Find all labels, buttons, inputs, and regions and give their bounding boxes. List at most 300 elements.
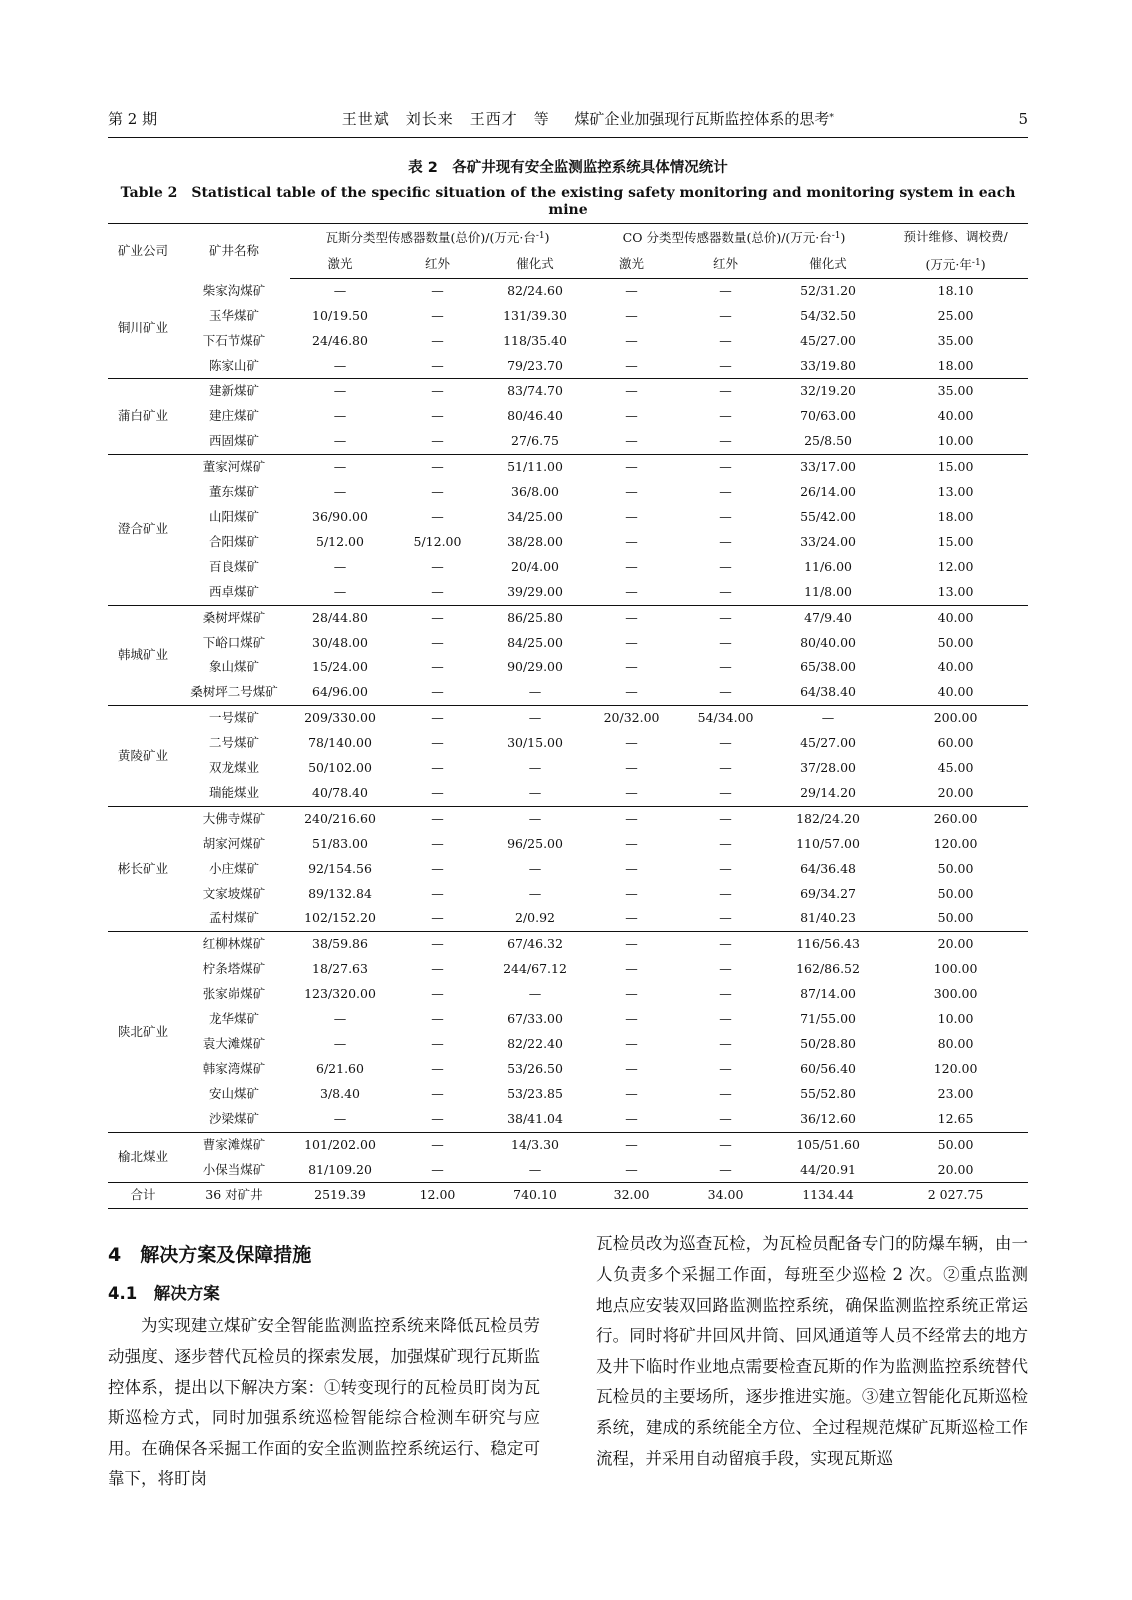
mine-name: 双龙煤业 (208, 760, 259, 776)
mine-name: 下石节煤矿 (202, 332, 266, 348)
table-row (108, 455, 1028, 480)
co-catalytic: 65/38.00 (800, 659, 856, 675)
gas-ir: — (390, 932, 485, 957)
gas-ir: — (390, 806, 485, 831)
table-row (108, 756, 1028, 781)
maintenance-cost: 120.00 (933, 835, 978, 851)
company-name: 韩城矿业 (108, 605, 178, 706)
co-ir: — (678, 605, 773, 630)
gas-laser: 209/330.00 (290, 706, 390, 731)
maintenance-cost: 25.00 (937, 307, 974, 323)
table-row (108, 1107, 1028, 1132)
co-laser: — (625, 634, 638, 650)
co-catalytic: 45/27.00 (800, 332, 856, 348)
header-title-block (342, 108, 834, 129)
total-co-ir: 34.00 (678, 1183, 773, 1209)
header-gas-ir: 红外 (390, 251, 485, 278)
gas-laser: — (333, 1036, 347, 1051)
gas-laser: — (290, 455, 390, 480)
co-catalytic: 44/20.91 (800, 1161, 856, 1177)
gas-laser: 15/24.00 (312, 659, 368, 675)
company-name: 蒲白矿业 (108, 379, 178, 455)
co-laser: — (585, 932, 678, 957)
right-column (596, 1229, 1028, 1495)
gas-laser: 89/132.84 (308, 885, 372, 901)
co-catalytic: 182/24.20 (773, 806, 883, 831)
table-row (108, 631, 1028, 656)
gas-catalytic: — (485, 706, 585, 731)
table-row (108, 404, 1028, 429)
header-co-group: CO 分类型传感器数量(总价)/(万元·台$^{-1}$) (585, 224, 883, 251)
maintenance-cost: 120.00 (933, 1060, 978, 1076)
table-row (108, 329, 1028, 354)
table-row (108, 680, 1028, 705)
company-name: 陕北矿业 (108, 932, 178, 1132)
co-ir: — (719, 533, 732, 549)
page-number: 5 (1018, 110, 1028, 128)
gas-laser: — (333, 558, 347, 574)
gas-catalytic: 80/46.40 (507, 408, 563, 424)
right-paragraph: 瓦检员改为巡查瓦检，为瓦检员配备专门的防爆车辆，由一人负责多个采掘工作面，每班至少巡检 2 次。②重点监测地点应安装双回路监测监控系统，确保监测监控系统正常运行。同时将矿井回风井筒、回风通道等人员不经常去的地方及井下临时作业地点需要检查瓦斯的作为监测监控系统替代瓦检员的主要场所，逐步推进实施。③建立智能化瓦斯巡检系统，建成的系统能全方位、全过程规范煤矿瓦斯巡检工作流程，并采用自动留痕手段，实现瓦斯巡 (596, 1234, 1028, 1468)
gas-ir: — (431, 910, 444, 926)
gas-catalytic: 82/24.60 (507, 282, 563, 298)
total-gas-catalytic: 740.10 (485, 1183, 585, 1209)
co-ir: — (719, 484, 732, 500)
gas-laser: 10/19.50 (312, 307, 368, 323)
co-laser: — (625, 910, 638, 926)
co-catalytic: 33/19.80 (800, 357, 856, 373)
gas-catalytic: — (528, 885, 542, 901)
gas-ir: — (431, 484, 444, 500)
co-laser: — (585, 455, 678, 480)
maintenance-cost: 300.00 (933, 986, 978, 1002)
co-catalytic: 110/57.00 (796, 835, 860, 851)
co-catalytic: 47/9.40 (773, 605, 883, 630)
gas-catalytic: 27/6.75 (511, 433, 559, 449)
maintenance-cost: 40.00 (937, 659, 974, 675)
mine-name: 胡家河煤矿 (202, 835, 266, 851)
gas-catalytic: 86/25.80 (485, 605, 585, 630)
gas-ir: — (431, 1060, 444, 1076)
co-ir: — (719, 1161, 732, 1177)
gas-laser: — (333, 408, 347, 424)
company-name: 澄合矿业 (108, 455, 178, 605)
co-laser: — (625, 558, 638, 574)
co-catalytic: 55/52.80 (800, 1085, 856, 1101)
gas-laser: — (333, 583, 347, 599)
gas-ir: — (431, 735, 444, 751)
table-row (108, 806, 1028, 831)
co-catalytic: 80/40.00 (800, 634, 856, 650)
co-catalytic: 37/28.00 (800, 760, 856, 776)
gas-laser: — (333, 357, 347, 373)
maintenance-cost: 15.00 (937, 533, 974, 549)
total-maintenance: 2 027.75 (883, 1183, 1028, 1209)
co-catalytic: 32/19.20 (773, 379, 883, 404)
monitoring-table (108, 223, 1028, 1209)
co-laser: — (625, 508, 638, 524)
maintenance-cost: 50.00 (937, 910, 974, 926)
mine-name: 大佛寺煤矿 (178, 806, 290, 831)
gas-laser: 6/21.60 (316, 1060, 364, 1076)
gas-ir: — (431, 961, 444, 977)
gas-ir: — (390, 1132, 485, 1157)
table-row (108, 379, 1028, 404)
co-laser: — (625, 307, 638, 323)
co-laser: 20/32.00 (585, 706, 678, 731)
mine-name: 象山煤矿 (208, 659, 259, 675)
co-ir: — (678, 1132, 773, 1157)
co-laser: — (625, 860, 638, 876)
gas-catalytic: 83/74.70 (485, 379, 585, 404)
header-maint-line2: (万元·年$^{-1}$) (883, 251, 1028, 278)
gas-ir: — (390, 706, 485, 731)
gas-laser: 123/320.00 (304, 986, 376, 1002)
mine-name: 袁大滩煤矿 (202, 1036, 266, 1051)
table-row (108, 857, 1028, 882)
maintenance-cost: 18.10 (937, 282, 974, 298)
table-row (108, 781, 1028, 806)
co-ir: — (719, 860, 732, 876)
maintenance-cost: 10.00 (937, 433, 974, 449)
company-name: 彬长矿业 (108, 806, 178, 932)
mine-name: 孟村煤矿 (208, 910, 259, 926)
maintenance-cost: 20.00 (937, 784, 974, 800)
running-header (108, 108, 1028, 138)
mine-name: 西固煤矿 (208, 433, 259, 449)
co-ir: — (719, 885, 732, 901)
gas-ir: — (431, 433, 444, 449)
co-ir: — (678, 379, 773, 404)
gas-laser: 5/12.00 (316, 533, 364, 549)
total-gas-ir: 12.00 (390, 1183, 485, 1209)
co-laser: — (585, 1132, 678, 1157)
table-row (108, 731, 1028, 756)
mine-name: 龙华煤矿 (208, 1011, 259, 1027)
co-ir: — (719, 735, 732, 751)
gas-laser: — (333, 1011, 347, 1027)
co-laser: — (625, 784, 638, 800)
total-label: 合计 (108, 1183, 178, 1209)
gas-laser: — (290, 379, 390, 404)
maintenance-cost: 200.00 (883, 706, 1028, 731)
co-catalytic: 105/51.60 (773, 1132, 883, 1157)
section-heading: 4 解决方案及保障措施 (108, 1244, 312, 1267)
mine-name: 张家峁煤矿 (202, 986, 266, 1002)
gas-laser: 51/83.00 (312, 835, 368, 851)
gas-catalytic: 79/23.70 (507, 357, 563, 373)
co-catalytic: 55/42.00 (800, 508, 856, 524)
co-ir: — (719, 1110, 732, 1126)
table-row (108, 555, 1028, 580)
table-row (108, 530, 1028, 555)
co-ir: — (719, 961, 732, 977)
co-ir: — (719, 910, 732, 926)
gas-catalytic: 67/46.32 (485, 932, 585, 957)
maintenance-cost: 80.00 (937, 1036, 974, 1051)
co-ir: 54/34.00 (678, 706, 773, 731)
gas-catalytic: 2/0.92 (515, 910, 556, 926)
subsection-heading: 4.1 解决方案 (108, 1284, 220, 1304)
table-row (108, 429, 1028, 454)
gas-ir: — (431, 835, 444, 851)
mine-name: 桑树坪煤矿 (178, 605, 290, 630)
left-column (108, 1229, 540, 1495)
mine-name: 红柳林煤矿 (178, 932, 290, 957)
gas-catalytic: 53/23.85 (507, 1085, 563, 1101)
mine-name: 二号煤矿 (208, 735, 259, 751)
mine-name: 建新煤矿 (178, 379, 290, 404)
maintenance-cost: 20.00 (883, 932, 1028, 957)
co-ir: — (719, 508, 732, 524)
total-mines: 36 对矿井 (178, 1183, 290, 1209)
gas-catalytic: 53/26.50 (507, 1060, 563, 1076)
mine-name: 柠条塔煤矿 (202, 961, 266, 977)
co-catalytic: 70/63.00 (800, 408, 856, 424)
gas-catalytic: — (528, 760, 542, 776)
table-row (108, 906, 1028, 931)
table-row (108, 278, 1028, 303)
header-gas-group: 瓦斯分类型传感器数量(总价)/(万元·台$^{-1}$) (290, 224, 585, 251)
table-row (108, 957, 1028, 982)
header-gas-cat: 催化式 (485, 251, 585, 278)
co-catalytic: 162/86.52 (796, 961, 860, 977)
co-laser: — (585, 806, 678, 831)
co-laser: — (625, 433, 638, 449)
company-name: 榆北煤业 (108, 1132, 178, 1183)
header-mine: 矿井名称 (178, 224, 290, 279)
table-row (108, 706, 1028, 731)
gas-catalytic: — (528, 986, 542, 1002)
gas-laser: 92/154.56 (308, 860, 372, 876)
co-catalytic: — (773, 706, 883, 731)
maintenance-cost: 60.00 (937, 735, 974, 751)
gas-catalytic: 30/15.00 (507, 735, 563, 751)
mine-name: 董东煤矿 (208, 484, 259, 500)
maintenance-cost: 50.00 (883, 1132, 1028, 1157)
gas-catalytic: 14/3.30 (485, 1132, 585, 1157)
co-laser: — (585, 379, 678, 404)
maintenance-cost: 23.00 (937, 1085, 974, 1101)
co-catalytic: 64/36.48 (800, 860, 856, 876)
mine-name: 建庄煤矿 (208, 408, 259, 424)
total-co-catalytic: 1134.44 (773, 1183, 883, 1209)
header-title-mark: * (829, 113, 834, 123)
gas-laser: 40/78.40 (312, 784, 368, 800)
co-catalytic: 52/31.20 (800, 282, 856, 298)
table-row (108, 480, 1028, 505)
gas-ir: — (390, 605, 485, 630)
maintenance-cost: 20.00 (937, 1161, 974, 1177)
maintenance-cost: 260.00 (883, 806, 1028, 831)
co-laser: — (625, 1161, 638, 1177)
co-ir: — (678, 455, 773, 480)
co-laser: — (625, 735, 638, 751)
gas-ir: — (431, 583, 444, 599)
gas-ir: — (431, 1036, 444, 1051)
mine-name: 瑞能煤业 (208, 784, 259, 800)
mine-name: 安山煤矿 (208, 1085, 259, 1101)
header-co-laser: 激光 (585, 251, 678, 278)
gas-catalytic: 96/25.00 (507, 835, 563, 851)
gas-ir: — (431, 860, 444, 876)
co-ir: — (719, 684, 732, 700)
gas-laser: 78/140.00 (308, 735, 372, 751)
co-catalytic: 60/56.40 (800, 1060, 856, 1076)
table-row (108, 1032, 1028, 1057)
mine-name: 小庄煤矿 (208, 860, 259, 876)
co-laser: — (625, 684, 638, 700)
gas-laser: 64/96.00 (312, 684, 368, 700)
gas-catalytic: 82/22.40 (507, 1036, 563, 1051)
co-laser: — (625, 659, 638, 675)
maintenance-cost: 10.00 (937, 1011, 974, 1027)
co-ir: — (719, 282, 732, 298)
gas-laser: — (333, 484, 347, 500)
mine-name: 西卓煤矿 (208, 583, 259, 599)
co-catalytic: 71/55.00 (800, 1011, 856, 1027)
table-caption (108, 156, 1028, 218)
gas-ir: — (390, 455, 485, 480)
mine-name: 文家坡煤矿 (202, 885, 266, 901)
table-row (108, 1082, 1028, 1107)
co-ir: — (719, 583, 732, 599)
maintenance-cost: 50.00 (937, 634, 974, 650)
co-catalytic: 69/34.27 (800, 885, 856, 901)
gas-laser: 38/59.86 (290, 932, 390, 957)
gas-laser: 102/152.20 (304, 910, 376, 926)
table-row (108, 605, 1028, 630)
co-ir: — (719, 760, 732, 776)
gas-laser: 81/109.20 (308, 1161, 372, 1177)
gas-catalytic: 39/29.00 (507, 583, 563, 599)
co-laser: — (625, 332, 638, 348)
gas-ir: — (431, 408, 444, 424)
gas-ir: — (431, 659, 444, 675)
maintenance-cost: 40.00 (883, 605, 1028, 630)
gas-laser: — (333, 1110, 347, 1126)
gas-ir: — (431, 760, 444, 776)
maintenance-cost: 100.00 (933, 961, 978, 977)
gas-catalytic: 51/11.00 (485, 455, 585, 480)
gas-ir: 5/12.00 (413, 533, 462, 549)
gas-ir: — (431, 1161, 444, 1177)
mine-name: 沙梁煤矿 (208, 1110, 259, 1126)
gas-ir: — (431, 634, 444, 650)
gas-catalytic: — (528, 684, 542, 700)
gas-laser: — (333, 433, 347, 449)
co-catalytic: 64/38.40 (800, 684, 856, 700)
co-ir: — (678, 806, 773, 831)
co-ir: — (719, 1060, 732, 1076)
gas-ir: — (431, 784, 444, 800)
co-laser: — (625, 408, 638, 424)
gas-catalytic: 84/25.00 (507, 634, 563, 650)
co-ir: — (719, 332, 732, 348)
co-laser: — (625, 961, 638, 977)
co-ir: — (719, 558, 732, 574)
maintenance-cost: 12.65 (937, 1110, 974, 1126)
gas-laser: 28/44.80 (290, 605, 390, 630)
co-catalytic: 36/12.60 (800, 1110, 856, 1126)
gas-ir: — (431, 986, 444, 1002)
co-catalytic: 33/24.00 (800, 533, 856, 549)
maintenance-cost: 13.00 (937, 583, 974, 599)
co-ir: — (719, 634, 732, 650)
gas-laser: 50/102.00 (308, 760, 372, 776)
gas-laser: 18/27.63 (312, 961, 368, 977)
header-co-cat: 催化式 (773, 251, 883, 278)
co-laser: — (625, 885, 638, 901)
gas-laser: — (333, 282, 347, 298)
maintenance-cost: 15.00 (883, 455, 1028, 480)
mine-name: 下峪口煤矿 (202, 634, 266, 650)
gas-laser: 30/48.00 (312, 634, 368, 650)
co-laser: — (625, 986, 638, 1002)
co-laser: — (625, 282, 638, 298)
company-name: 铜川矿业 (117, 319, 168, 335)
maintenance-cost: 18.00 (937, 357, 974, 373)
gas-laser: 240/216.60 (290, 806, 390, 831)
co-laser: — (625, 1085, 638, 1101)
co-catalytic: 45/27.00 (800, 735, 856, 751)
left-paragraph: 为实现建立煤矿安全智能监测监控系统来降低瓦检员劳动强度、逐步替代瓦检员的探索发展，加强煤矿现行瓦斯监控体系，提出以下解决方案：①转变现行的瓦检员盯岗为瓦斯巡检方式，同时加强系统巡检智能综合检测车研究与应用。在确保各采掘工作面的安全监测监控系统运行、稳定可靠下，将盯岗 (108, 1316, 540, 1489)
table-row (108, 932, 1028, 957)
gas-ir: — (431, 332, 444, 348)
header-authors: 王世斌 刘长来 王西才 等 (341, 110, 550, 128)
co-ir: — (719, 357, 732, 373)
co-laser: — (625, 1011, 638, 1027)
gas-catalytic: 67/33.00 (507, 1011, 563, 1027)
co-ir: — (719, 433, 732, 449)
co-catalytic: 87/14.00 (800, 986, 856, 1002)
mine-name: 百良煤矿 (208, 558, 259, 574)
co-catalytic: 11/6.00 (804, 558, 853, 574)
gas-catalytic: 244/67.12 (503, 961, 567, 977)
co-laser: — (625, 1036, 638, 1051)
gas-catalytic: 36/8.00 (511, 484, 559, 500)
mine-name: 董家河煤矿 (178, 455, 290, 480)
co-laser: — (625, 835, 638, 851)
issue-number: 第 2 期 (108, 110, 158, 128)
maintenance-cost: 35.00 (937, 332, 974, 348)
co-laser: — (625, 760, 638, 776)
mine-name: 桑树坪二号煤矿 (190, 684, 278, 700)
co-laser: — (625, 583, 638, 599)
company-name: 黄陵矿业 (108, 706, 178, 807)
gas-catalytic: 34/25.00 (507, 508, 563, 524)
table-row (108, 304, 1028, 329)
table-body (108, 278, 1028, 1183)
gas-ir: — (431, 1085, 444, 1101)
co-laser: — (625, 484, 638, 500)
gas-ir: — (431, 558, 444, 574)
gas-ir: — (431, 684, 444, 700)
co-ir: — (719, 986, 732, 1002)
header-maint-line1: 预计维修、调校费/ (883, 224, 1028, 251)
maintenance-cost: 35.00 (883, 379, 1028, 404)
gas-catalytic: 118/35.40 (503, 332, 567, 348)
co-ir: — (719, 1085, 732, 1101)
co-ir: — (678, 932, 773, 957)
total-co-laser: 32.00 (585, 1183, 678, 1209)
gas-laser: 24/46.80 (312, 332, 368, 348)
mine-name: 山阳煤矿 (208, 508, 259, 524)
table-header-row-1 (108, 224, 1028, 251)
co-laser: — (625, 1060, 638, 1076)
co-catalytic: 29/14.20 (800, 784, 856, 800)
co-catalytic: 26/14.00 (800, 484, 856, 500)
